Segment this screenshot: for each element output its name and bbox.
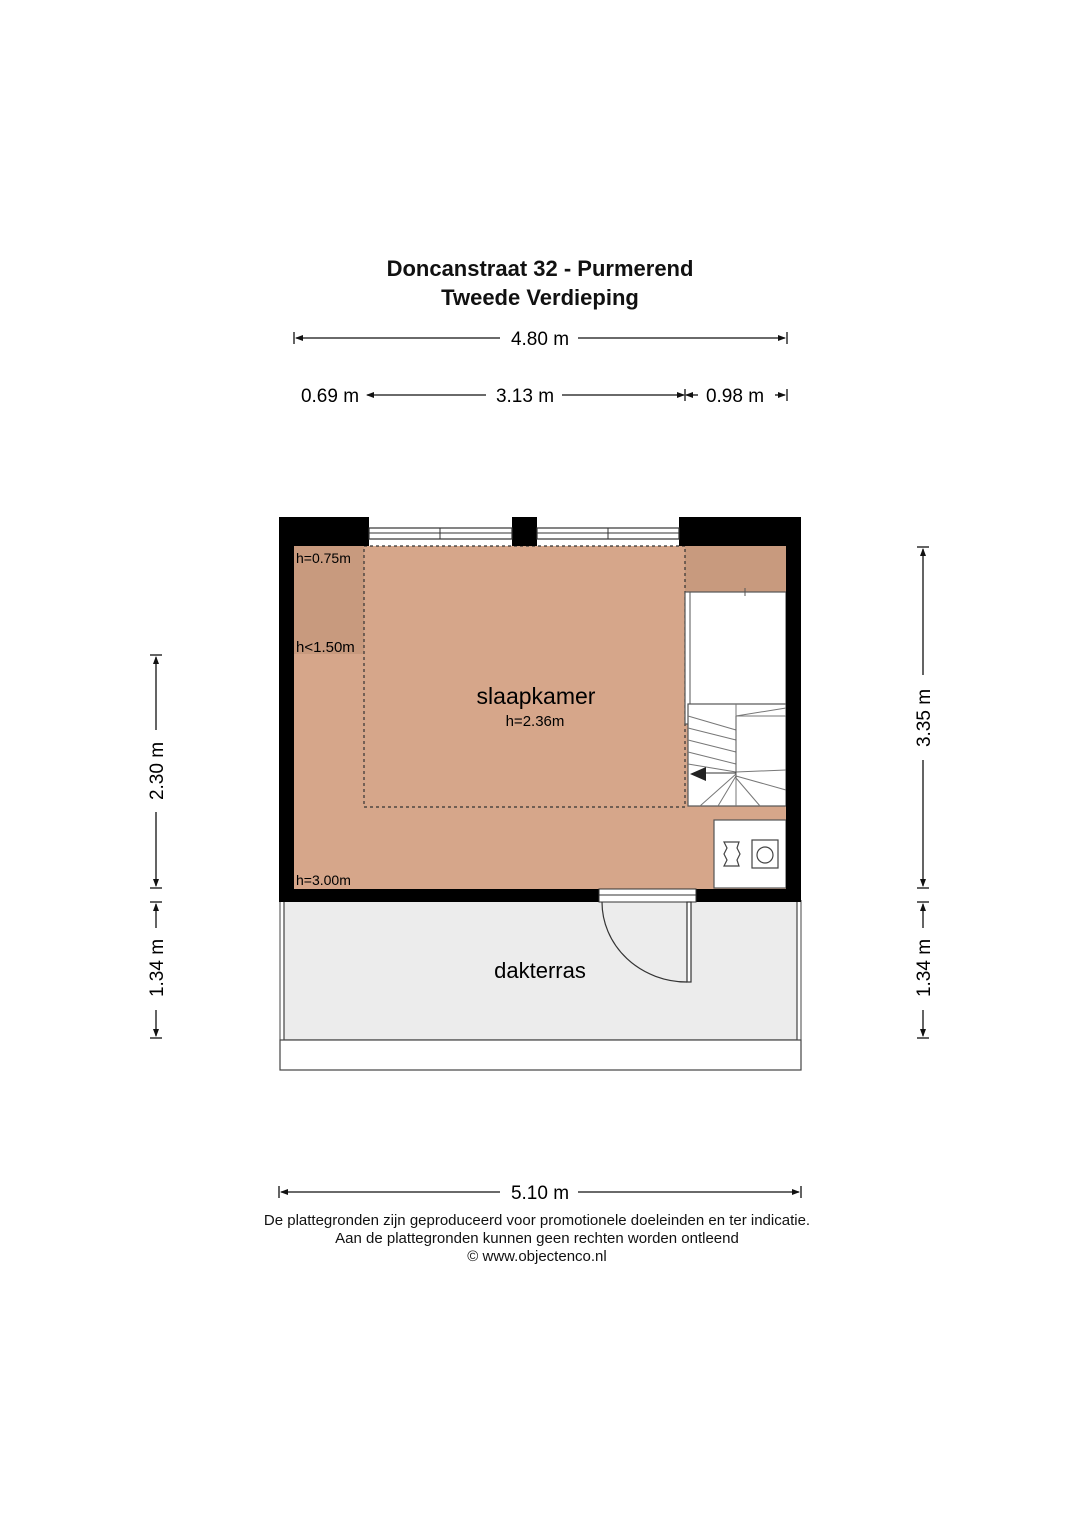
dimension-right [914, 547, 935, 1038]
dimension-top-segments [301, 386, 787, 407]
disclaimer-line-1: De plattegronden zijn geproduceerd voor promotionele doeleinden en ter indicatie. [263, 1212, 811, 1229]
staircase [688, 704, 786, 806]
terrace [280, 900, 801, 1070]
height-label-high: h=3.00m [296, 872, 351, 888]
bedroom-height-label: h=2.36m [505, 713, 565, 730]
dimension-label: 2.30 m [147, 741, 168, 801]
terrace-label: dakterras [494, 958, 586, 983]
height-label-low: h=0.75m [296, 550, 351, 566]
dimension-label: 3.13 m [495, 386, 555, 407]
copyright-link[interactable]: © www.objectenco.nl [467, 1248, 607, 1265]
dimension-label: 3.35 m [914, 688, 935, 748]
low-ceiling-zone-right [685, 546, 786, 592]
dimension-bottom-total [279, 1183, 801, 1204]
dimension-label: 1.34 m [147, 938, 168, 998]
dimension-top-total [294, 329, 787, 350]
dimension-left [147, 655, 168, 1038]
dimension-label: 0.98 m [705, 386, 765, 407]
door-leaf [687, 902, 691, 982]
dimension-label: 5.10 m [510, 1183, 570, 1204]
disclaimer-line-2: Aan de plattegronden kunnen geen rechten worden ontleend [335, 1230, 739, 1247]
bedroom-label: slaapkamer [476, 683, 596, 709]
plan-address-title: Doncanstraat 32 - Purmerend [386, 256, 694, 281]
plan-floor-title: Tweede Verdieping [441, 285, 639, 310]
window-left [369, 528, 512, 539]
height-label-mid: h<1.50m [296, 639, 355, 656]
dimension-label: 0.69 m [300, 386, 360, 407]
dimension-label: 4.80 m [510, 329, 570, 350]
terrace-edge [280, 1040, 801, 1070]
laundry-area [714, 820, 786, 888]
window-right [537, 528, 679, 539]
dimension-label: 1.34 m [914, 938, 935, 998]
